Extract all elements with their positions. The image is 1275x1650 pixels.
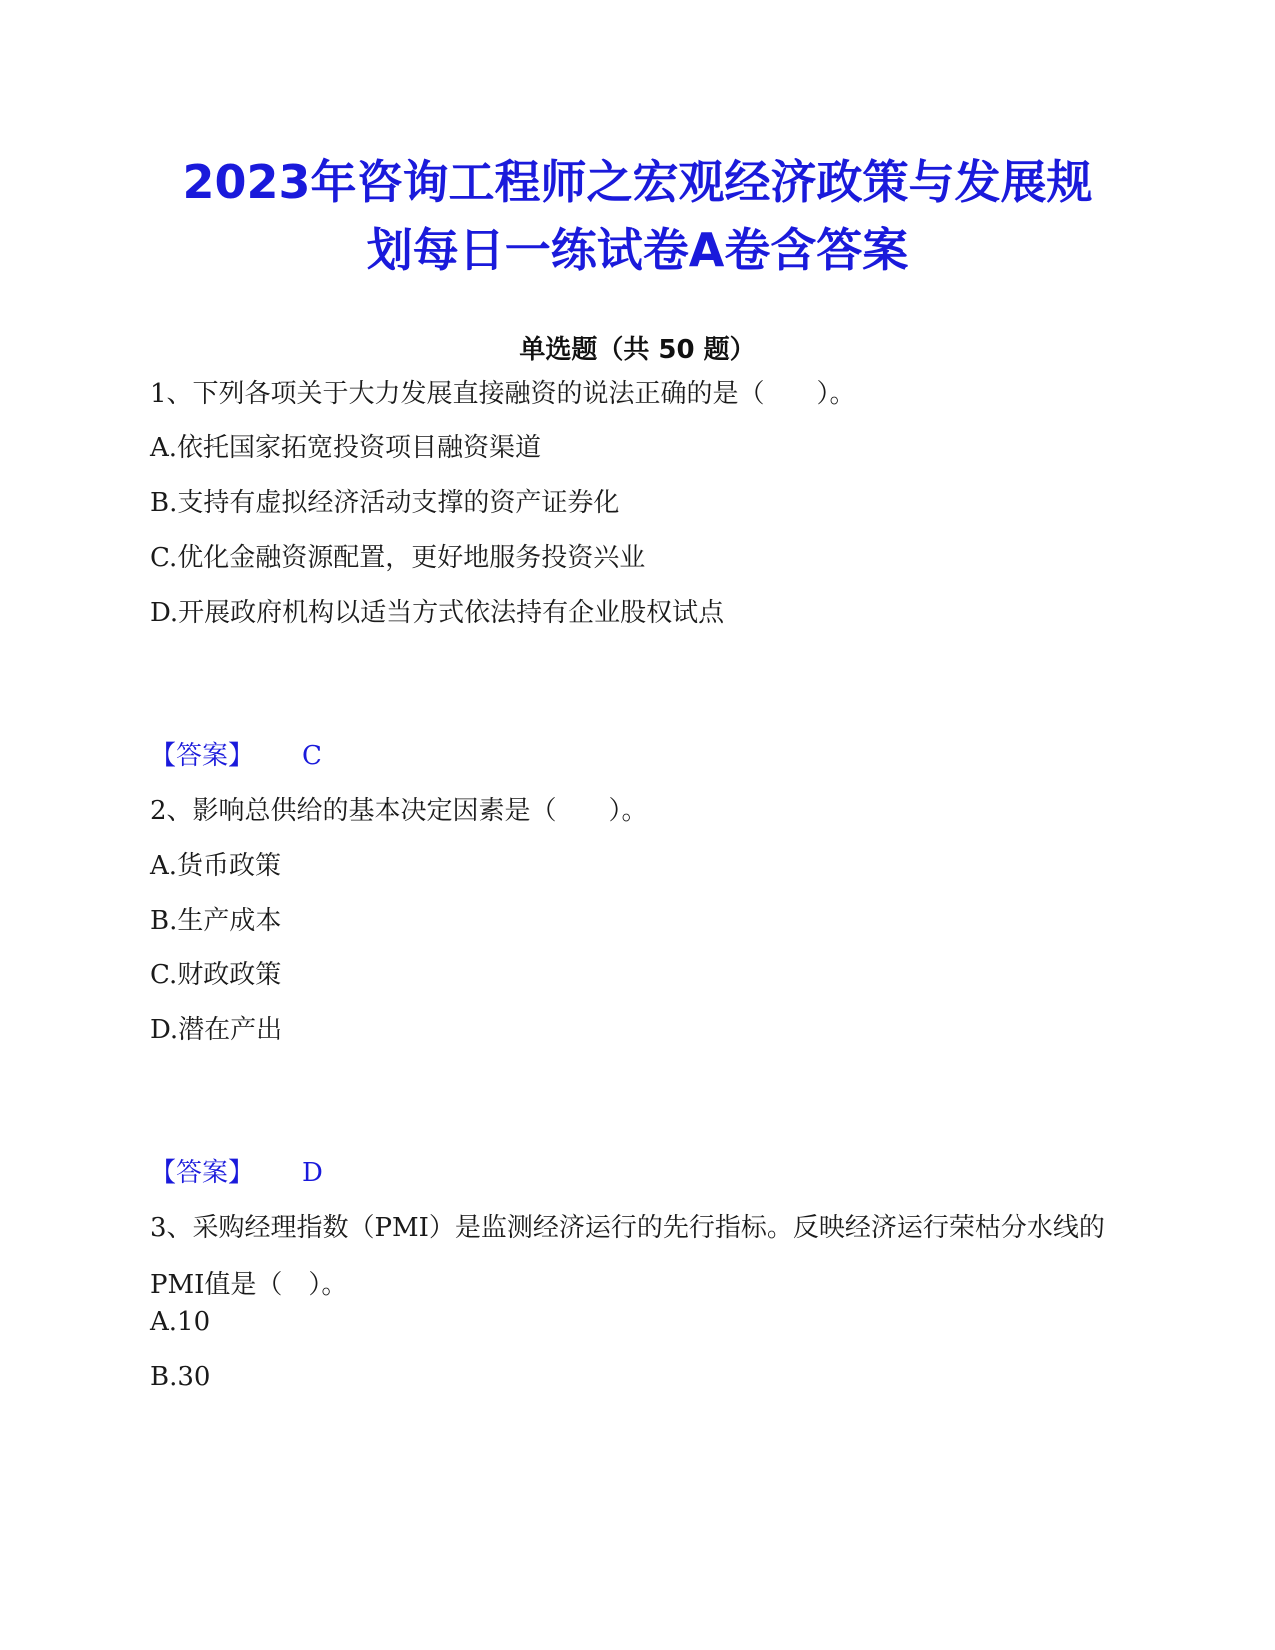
answer-label: 【答案】	[150, 741, 255, 771]
answer-label: 【答案】	[150, 1158, 255, 1188]
question-1-stem: 1、下列各项关于大力发展直接融资的说法正确的是（ ）。	[150, 379, 856, 409]
section-header: 单选题（共 50 题）	[519, 335, 756, 365]
question-3-option-b: B.30	[150, 1362, 211, 1392]
question-2-option-a: A.货币政策	[150, 851, 282, 881]
document-title-line-1: 2023年咨询工程师之宏观经济政策与发展规	[182, 155, 1093, 209]
document-title-line-2: 划每日一练试卷A卷含答案	[366, 223, 909, 277]
question-3-option-a: A.10	[150, 1307, 211, 1337]
question-2-answer	[150, 1153, 323, 1193]
question-2-option-b: B.生产成本	[150, 906, 282, 936]
question-1-option-c: C.优化金融资源配置，更好地服务投资兴业	[150, 543, 646, 573]
answer-value: C	[302, 741, 322, 771]
question-2-option-d: D.潜在产出	[150, 1015, 283, 1045]
question-1-answer	[150, 736, 322, 776]
question-3-stem: 3、采购经理指数（PMI）是监测经济运行的先行指标。反映经济运行荣枯分水线的PMI值是（ ）。	[150, 1213, 1105, 1300]
question-2-option-c: C.财政政策	[150, 960, 282, 990]
answer-value: D	[302, 1158, 323, 1188]
question-2-stem: 2、影响总供给的基本决定因素是（ ）。	[150, 796, 648, 826]
question-1-option-b: B.支持有虚拟经济活动支撑的资产证券化	[150, 488, 620, 518]
question-1-option-d: D.开展政府机构以适当方式依法持有企业股权试点	[150, 598, 725, 628]
question-1-option-a: A.依托国家拓宽投资项目融资渠道	[150, 433, 542, 463]
